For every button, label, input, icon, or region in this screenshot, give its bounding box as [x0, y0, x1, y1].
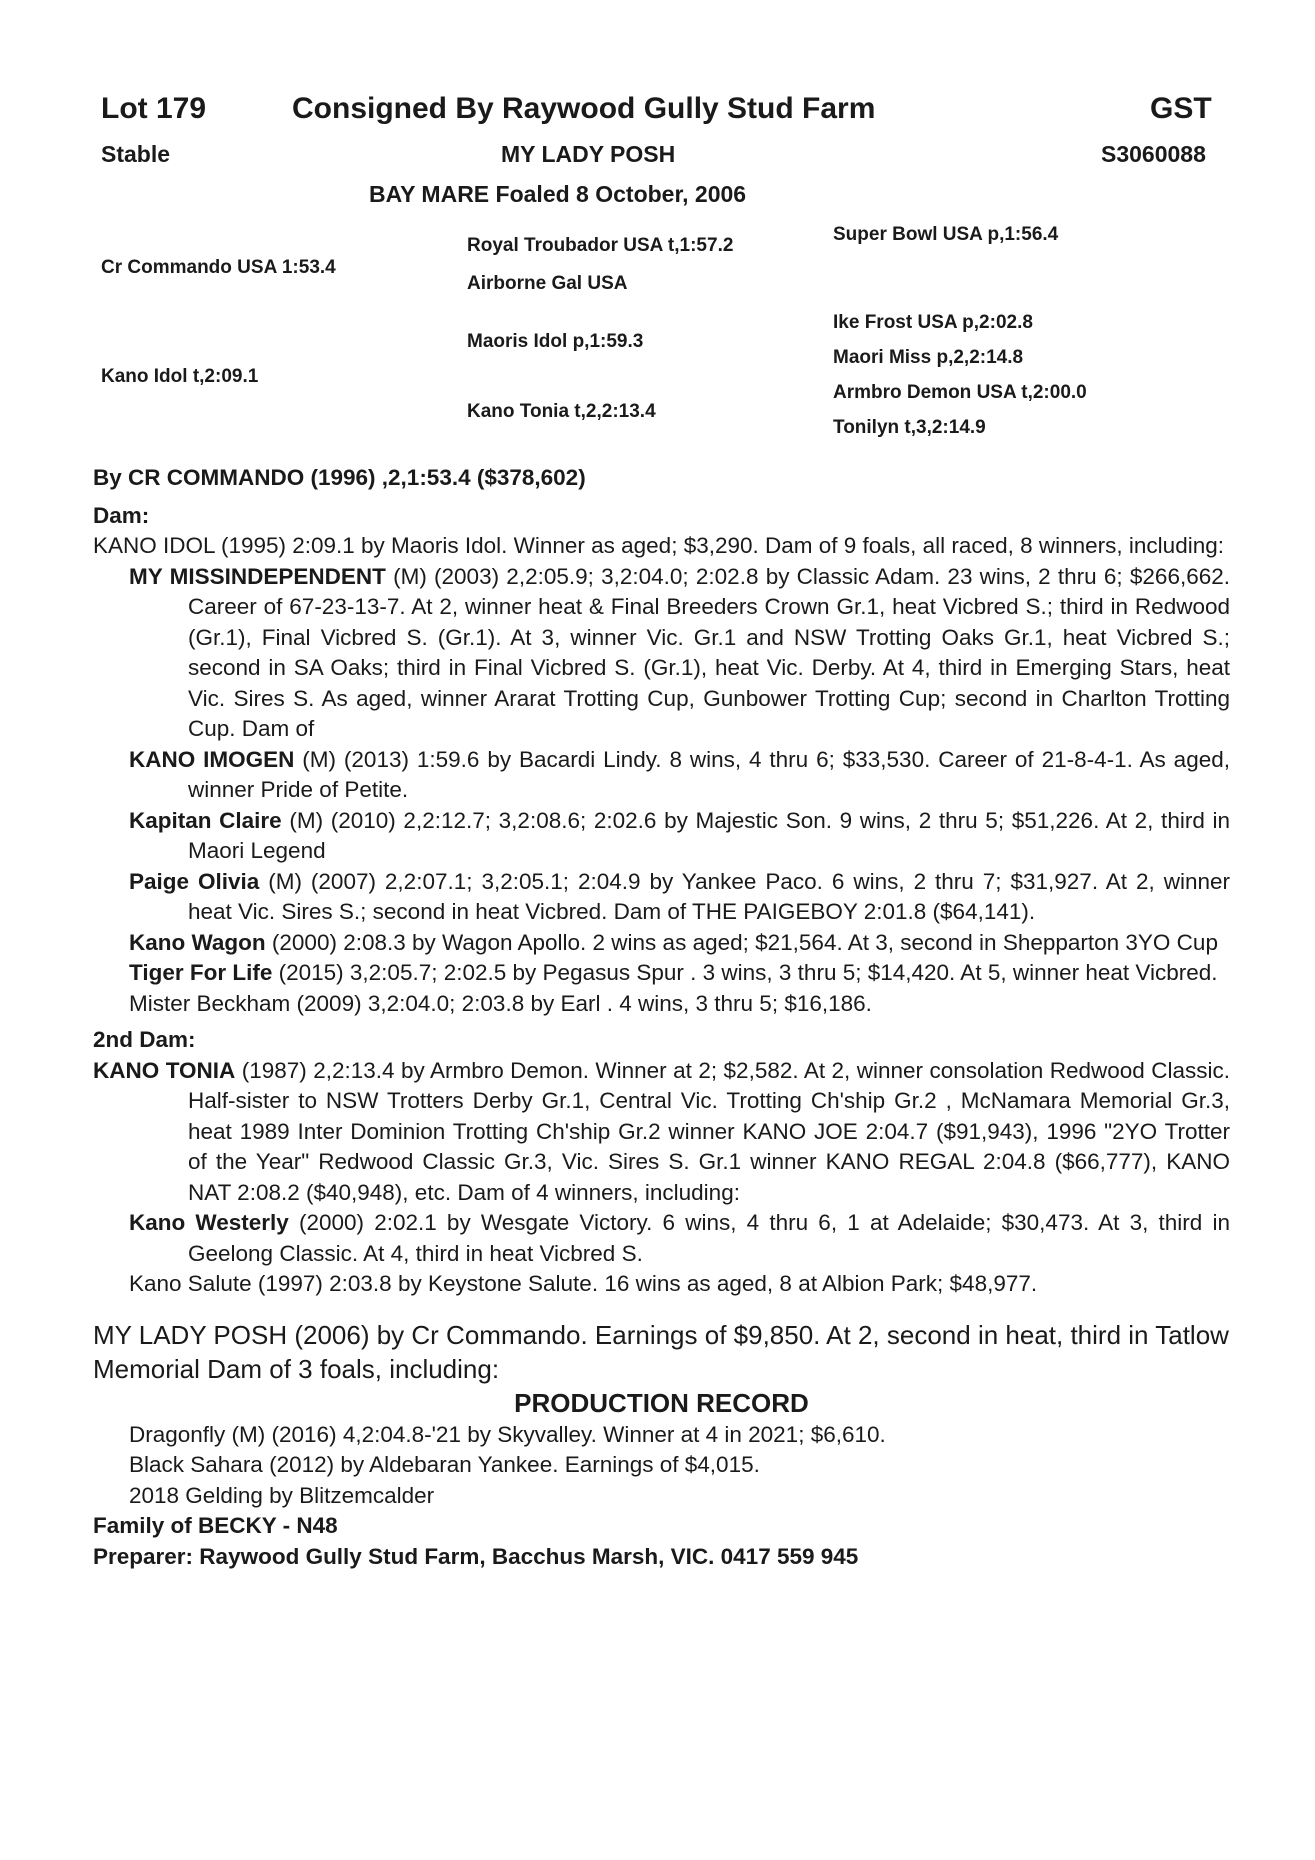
second-dam-text: (1987) 2,2:13.4 by Armbro Demon. Winner at 2; $2,582. At 2, winner consolation Redwood Classic. Half-sister to NSW Trotters Derby Gr.1, Central Vic. Trotting Ch'ship Gr.2 , McNamara Memorial Gr.3, heat 1989 Inter Dominion Trotting Ch'ship Gr.2 winner KANO JOE 2:04.7 ($91,943), 1996 "2YO Trotter of the Year" Redwood Classic Gr.3, Vic. Sires S. Gr.1 winner KANO REGAL 2:04.8 ($66,777), KANO NAT 2:08.2 ($40,948), etc. Dam of 4 winners, including: — [188, 1057, 1231, 1205]
pedigree-sire-dam: Airborne Gal USA — [467, 273, 628, 294]
production-heading: PRODUCTION RECORD — [514, 1387, 809, 1418]
offspring-entry — [93, 1269, 1230, 1300]
offspring-text: (2015) 3,2:05.7; 2:02.5 by Pegasus Spur . 3 wins, 3 thru 5; $14,420. At 5, winner heat Vicbred. — [272, 960, 1218, 985]
offspring-text: (M) (2010) 2,2:12.7; 3,2:08.6; 2:02.6 by Majestic Son. 9 wins, 2 thru 5; $51,226. At 2, third in Maori Legend — [188, 807, 1230, 863]
offspring-entry — [93, 806, 1230, 867]
pedigree-dam-dam: Kano Tonia t,2,2:13.4 — [467, 401, 656, 422]
dam-intro: KANO IDOL (1995) 2:09.1 by Maoris Idol. Winner as aged; $3,290. Dam of 9 foals, all raced, 8 winners, including: — [93, 533, 1224, 558]
pedigree-gen3-5: Armbro Demon USA t,2:00.0 — [833, 382, 1087, 403]
state-code: GST — [1150, 92, 1212, 125]
stable-label: Stable — [101, 141, 171, 167]
second-dam-intro — [93, 1056, 1230, 1209]
offspring-entry — [93, 928, 1230, 959]
offspring-text: (M) (2003) 2,2:05.9; 3,2:04.0; 2:02.8 by Classic Adam. 23 wins, 2 thru 6; $266,662. Career of 67-23-13-7. At 2, winner heat & Final Breeders Crown Gr.1, heat Vicbred S.; third in Redwood (Gr.1), Final Vicbred S. (Gr.1). At 3, winner Vic. Gr.1 and NSW Trotting Oaks Gr.1, heat Vicbred S.; second in SA Oaks; third in Final Vicbred S. (Gr.1), heat Vic. Derby. At 4, third in Emerging Stars, heat Vic. Sires S. As aged, winner Ararat Trotting Cup, Gunbower Trotting Cup; second in Charlton Trotting Cup. Dam of — [188, 563, 1231, 741]
pedigree-dam: Kano Idol t,2:09.1 — [101, 366, 259, 387]
production-item: Black Sahara (2012) by Aldebaran Yankee. Earnings of $4,015. — [129, 1452, 760, 1477]
horse-description: BAY MARE Foaled 8 October, 2006 — [369, 181, 747, 207]
offspring-name: KANO IMOGEN — [129, 746, 295, 772]
pedigree-sire: Cr Commando USA 1:53.4 — [101, 257, 336, 278]
sire-line: By CR COMMANDO (1996) ,2,1:53.4 ($378,602) — [93, 465, 586, 490]
offspring-entry — [93, 867, 1230, 928]
horse-name: MY LADY POSH — [501, 141, 676, 167]
offspring-text: (M) (2007) 2,2:07.1; 3,2:05.1; 2:04.9 by Yankee Paco. 6 wins, 2 thru 7; $31,927. At 2, winner heat Vic. Sires S.; second in heat Vicbred. Dam of THE PAIGEBOY 2:01.8 ($64,141). — [188, 868, 1231, 924]
pedigree-gen3-6: Tonilyn t,3,2:14.9 — [833, 417, 986, 438]
offspring-text: Mister Beckham (2009) 3,2:04.0; 2:03.8 by Earl . 4 wins, 3 thru 5; $16,186. — [129, 990, 872, 1016]
pedigree-dam-sire: Maoris Idol p,1:59.3 — [467, 331, 644, 352]
offspring-entry — [93, 562, 1230, 745]
preparer-line: Preparer: Raywood Gully Stud Farm, Bacchus Marsh, VIC. 0417 559 945 — [93, 1543, 859, 1569]
offspring-entry — [93, 958, 1230, 989]
horse-summary: MY LADY POSH (2006) by Cr Commando. Earnings of $9,850. At 2, second in heat, third in Tatlow Memorial Dam of 3 foals, including: — [93, 1319, 1229, 1384]
offspring-name: Kano Westerly — [129, 1210, 289, 1235]
production-item: 2018 Gelding by Blitzemcalder — [129, 1482, 435, 1508]
offspring-text: (2000) 2:08.3 by Wagon Apollo. 2 wins as aged; $21,564. At 3, second in Shepparton 3YO Cup — [265, 929, 1218, 955]
brand-number: S3060088 — [1101, 141, 1206, 167]
offspring-name: Kano Wagon — [129, 929, 266, 955]
production-item: Dragonfly (M) (2016) 4,2:04.8-'21 by Skyvalley. Winner at 4 in 2021; $6,610. — [129, 1421, 886, 1447]
pedigree-gen3-4: Maori Miss p,2,2:14.8 — [833, 347, 1024, 368]
family-line: Family of BECKY - N48 — [93, 1513, 338, 1538]
offspring-name: Kapitan Claire — [129, 807, 282, 833]
offspring-name: MY MISSINDEPENDENT — [129, 563, 386, 589]
offspring-entry — [93, 745, 1230, 806]
consignor: Consigned By Raywood Gully Stud Farm — [292, 92, 876, 125]
pedigree-sire-sire: Royal Troubador USA t,1:57.2 — [467, 235, 734, 256]
pedigree-gen3-1: Super Bowl USA p,1:56.4 — [833, 224, 1059, 245]
dam-heading: Dam: — [93, 502, 150, 528]
offspring-name: Paige Olivia — [129, 868, 260, 894]
catalogue-body — [93, 463, 1230, 1572]
second-dam-name: KANO TONIA — [93, 1057, 236, 1083]
offspring-name: Tiger For Life — [129, 960, 273, 985]
lot-number: Lot 179 — [101, 92, 207, 125]
offspring-entry — [93, 989, 1230, 1020]
offspring-text: (M) (2013) 1:59.6 by Bacardi Lindy. 8 wins, 4 thru 6; $33,530. Career of 21-8-4-1. As aged, winner Pride of Petite. — [188, 746, 1230, 802]
offspring-entry — [93, 1208, 1230, 1269]
offspring-text: Kano Salute (1997) 2:03.8 by Keystone Salute. 16 wins as aged, 8 at Albion Park; $48,977. — [129, 1271, 1038, 1296]
pedigree-gen3-3: Ike Frost USA p,2:02.8 — [833, 312, 1033, 333]
second-dam-heading: 2nd Dam: — [93, 1027, 196, 1052]
offspring-text: (2000) 2:02.1 by Wesgate Victory. 6 wins, 4 thru 6, 1 at Adelaide; $30,473. At 3, third in Geelong Classic. At 4, third in heat Vicbred S. — [188, 1210, 1230, 1266]
